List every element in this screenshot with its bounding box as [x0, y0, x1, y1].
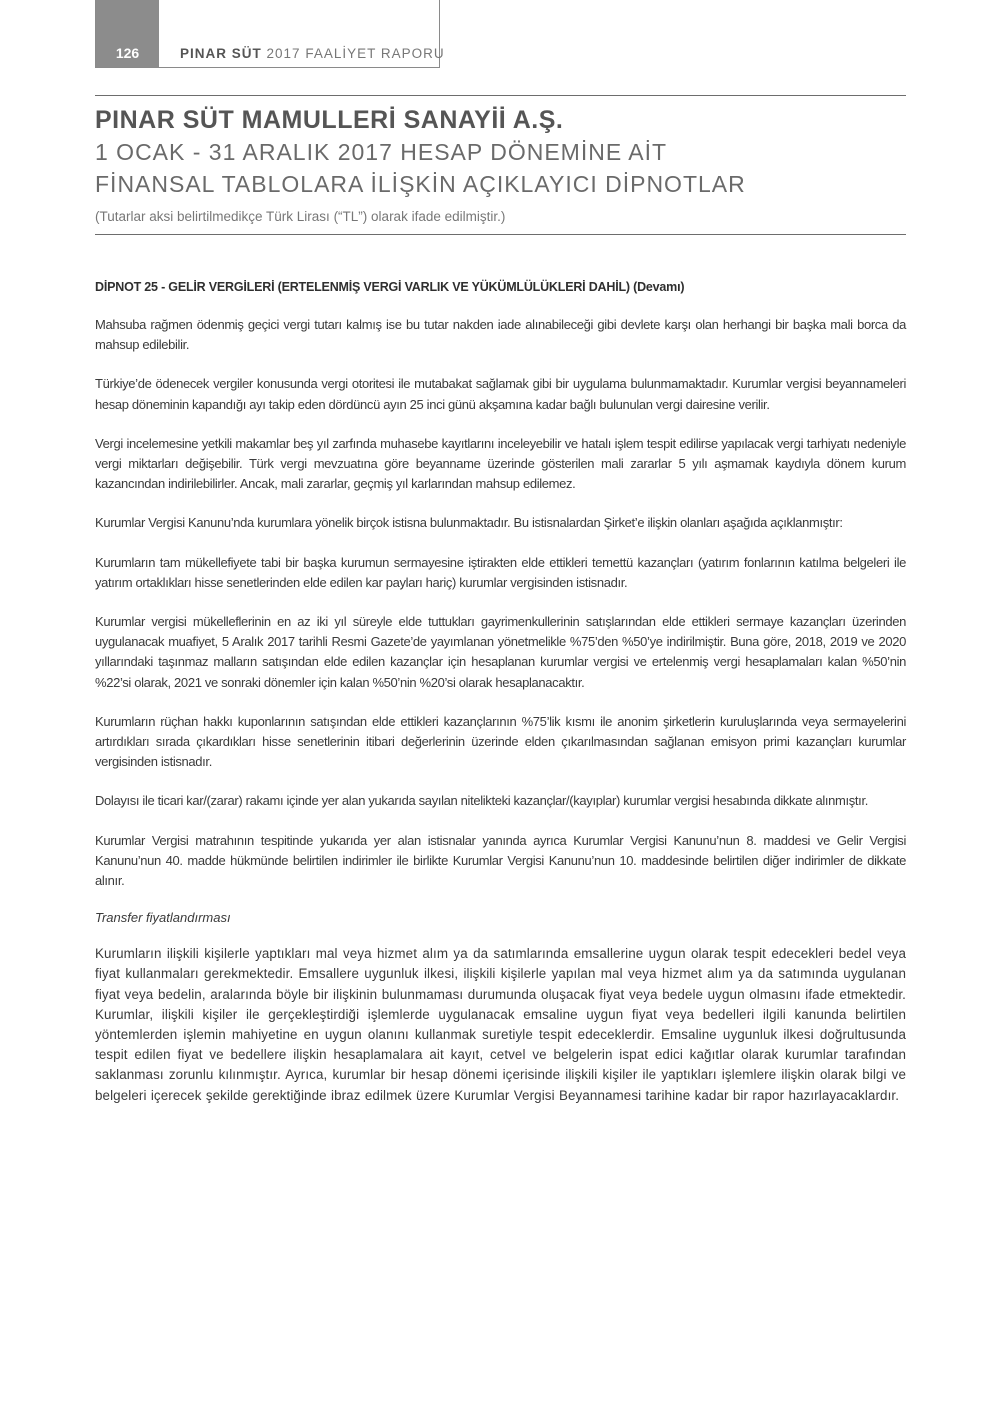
paragraph: Mahsuba rağmen ödenmiş geçici vergi tutarı kalmış ise bu tutar nakden iade alınabileceği gibi devlete karşı olan herhangi bir başka mali borca da mahsup edilebilir. — [95, 317, 906, 353]
top-divider — [95, 95, 906, 96]
report-title — [180, 46, 445, 61]
paragraph: Vergi incelemesine yetkili makamlar beş yıl zarfında muhasebe kayıtlarını inceleyebilir ve hatalı işlem tespit edilirse yapılacak vergi tarhiyatı nedeniyle vergi miktarları değişebilir. Türk vergi mevzuatına göre beyanname üzerinde gösterilen mali zararlar 5 yılı aşmamak kaydıyla dönem kurum kazancından indirilebilirler. Ancak, mali zararlar, geçmiş yıl karlarından mahsup edilemez. — [95, 435, 906, 492]
report-brand: PINAR SÜT — [180, 46, 262, 61]
transfer-pricing-subheading: Transfer fiyatlandırması — [95, 910, 231, 926]
paragraph: Dolayısı ile ticari kar/(zarar) rakamı içinde yer alan yukarıda sayılan nitelikteki kazançlar/(kayıplar) kurumlar vergisi hesabında dikkate alınmıştır. — [95, 793, 868, 809]
paragraph: Kurumların tam mükellefiyete tabi bir başka kurumun sermayesine iştirakten elde ettikleri temettü kazançları (yatırım fonlarının katılma belgeleri ile yatırım ortaklıkları hisse senetlerinden elde edilen kar payları hariç) kurumlar vergisinden istisnadır. — [95, 554, 906, 590]
paragraph: Kurumlar vergisi mükelleflerinin en az iki yıl süreyle elde tuttukları gayrimenkullerinin satışlarından elde ettikleri sermaye kazançları üzerinden uygulanacak muafiyet, 5 Aralık 2017 tarihli Resmi Gazete’de yayımlanan yönetmelikle %75’den %50’ye indirilmiştir. Buna göre, 2018, 2019 ve 2020 yıllarındaki taşınmaz malların satışından elde edilen kazançlar için hesaplanan kurumlar vergisi ve ertelenmiş vergi hesaplamaları kalan %50’nin %22’si olarak, 2021 ve sonraki dönemler için kalan %50’nin %20’si olarak hesaplanacaktır. — [95, 614, 906, 690]
paragraph: Kurumlar Vergisi Kanunu’nda kurumlara yönelik birçok istisna bulunmaktadır. Bu istisnalardan Şirket’e ilişkin olanları aşağıda açıklanmıştır: — [95, 515, 843, 531]
company-name: PINAR SÜT MAMULLERİ SANAYİİ A.Ş. — [95, 106, 564, 134]
page-number: 126 — [96, 0, 159, 67]
report-title-text: 2017 FAALİYET RAPORU — [266, 46, 445, 61]
document-subtitle-line1: 1 OCAK - 31 ARALIK 2017 HESAP DÖNEMİNE AİT — [95, 139, 668, 165]
bottom-divider — [95, 234, 906, 235]
paragraph: Türkiye’de ödenecek vergiler konusunda vergi otoritesi ile mutabakat sağlamak gibi bir uygulama bulunmamaktadır. Kurumlar vergisi beyannameleri hesap döneminin kapandığı ayı takip eden dördüncü ayın 25 inci günü akşamına kadar bağlı bulunulan vergi dairesine verilir. — [95, 376, 906, 412]
paragraph: Kurumlar Vergisi matrahının tespitinde yukarıda yer alan istisnalar yanında ayrıca Kurumlar Vergisi Kanunu’nun 8. maddesi ve Gelir Vergisi Kanunu’nun 40. madde hükmünde belirtilen indirimler ile birlikte Kurumlar Vergisi Kanunu’nun 10. maddesinde belirtilen diğer indirimler de dikkate alınır. — [95, 832, 906, 889]
section-heading: DİPNOT 25 - GELİR VERGİLERİ (ERTELENMİŞ VERGİ VARLIK VE YÜKÜMLÜLÜKLERİ DAHİL) (Devamı) — [95, 280, 685, 294]
transfer-pricing-paragraph: Kurumların ilişkili kişilerle yaptıkları mal veya hizmet alım ya da satımlarında emsallerine uygun olarak tespit edecekleri bedel veya fiyat kullanmaları gerekmektedir. Emsallere uygunluk ilkesi, ilişkili kişilerle yapılan mal veya hizmet alım ya da satımında uygulanan fiyat veya bedelin, aralarında böyle bir ilişkinin bulunmaması durumunda oluşacak fiyat veya bedele uygun olmasını ifade etmektedir. Kurumlar, ilişkili kişiler ile gerçekleştirdiği işlemlerde uygulanacak emsaline uygun fiyat veya bedelleri ilgili kanunda belirtilen yöntemlerden işlemin mahiyetine en uygun olanını kullanmak suretiyle tespit edeceklerdir. Emsaline uygunluk ilkesi doğrultusunda tespit edilen fiyat ve bedellere ilişkin hesaplamalara ait kayıt, cetvel ve belgelerin ispat edici kağıtlar olarak kurumlar tarafından saklanması zorunlu kılınmıştır. Ayrıca, kurumlar bir hesap dönemi içerisinde ilişkili kişiler ile yaptıkları işlemlere ilişkin olarak bilgi ve belgeleri içerecek şekilde gerektiğinde ibraz edilmek üzere Kurumlar Vergisi Beyannamesi tarihine kadar bir rapor hazırlayacaklardır. — [95, 946, 906, 1103]
document-body — [95, 280, 906, 1125]
document-subtitle-line2: FİNANSAL TABLOLARA İLİŞKİN AÇIKLAYICI DİPNOTLAR — [95, 171, 746, 197]
page-header — [95, 0, 445, 68]
paragraph: Kurumların rüçhan hakkı kuponlarının satışından elde ettikleri kazançlarının %75’lik kısmı ile anonim şirketlerin kuruluşlarında veya sermayelerini artırdıkları sırada çıkardıkları hisse senetlerinin itibari değerlerinin üzerinde elden çıkarılmasından sağlanan emisyon primi kazançları kurumlar vergisinden istisnadır. — [95, 713, 906, 770]
currency-note: (Tutarlar aksi belirtilmedikçe Türk Lirası (“TL”) olarak ifade edilmiştir.) — [95, 209, 506, 224]
